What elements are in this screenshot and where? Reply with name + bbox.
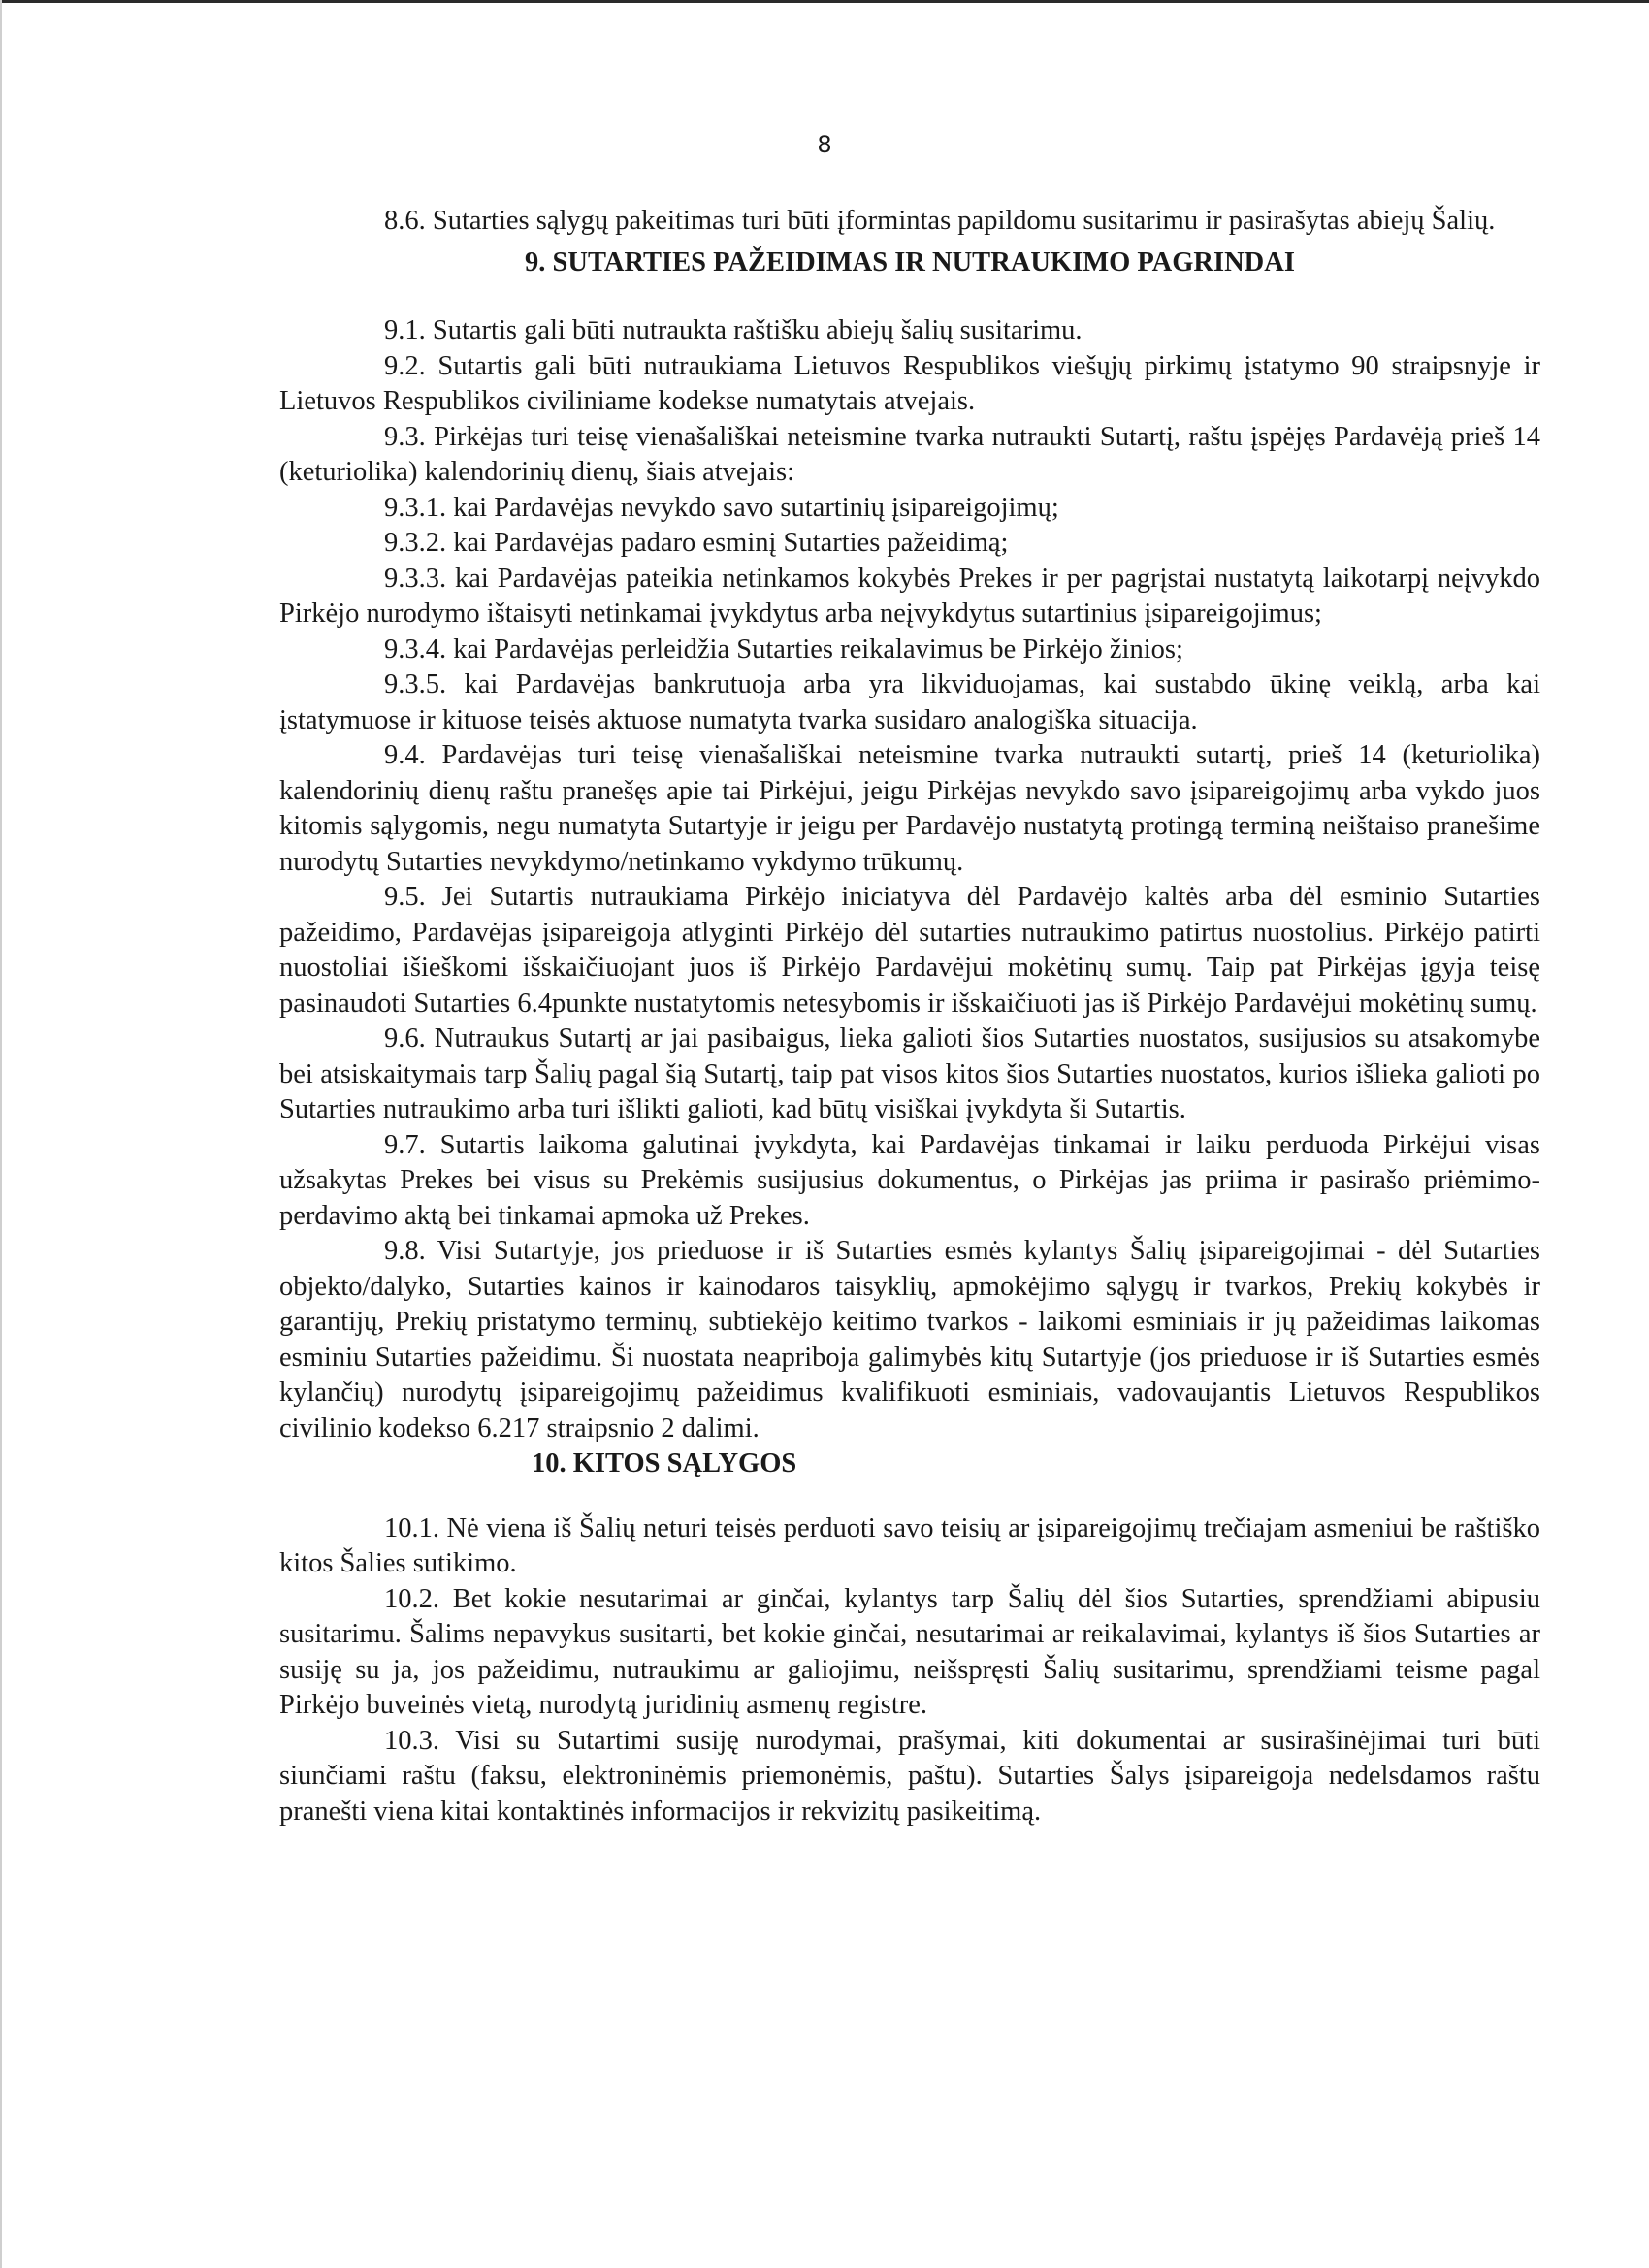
clause-9-6: 9.6. Nutraukus Sutartį ar jai pasibaigus, lieka galioti šios Sutarties nuostatos, susijusios su atsakomybe bei atsiskaitymais tarp Šalių pagal šią Sutartį, taip pat visos kitos šios Sutarties nuostatos, kurios išlieka galioti po Sutarties nutraukimo arba turi išlikti galioti, kad būtų visiškai įvykdyta ši Sutartis. bbox=[279, 1023, 1540, 1124]
page-number: 8 bbox=[817, 131, 832, 158]
document-body bbox=[279, 204, 1540, 1830]
clause-9-8: 9.8. Visi Sutartyje, jos prieduose ir iš Sutarties esmės kylantys Šalių įsipareigojimai - dėl Sutarties objekto/dalyko, Sutarties kainos ir kainodaros taisyklių, apmokėjimo sąlygų ir tvarkos, Prekių kokybės ir garantijų, Prekių pristatymo terminų, subtiekėjo keitimo tvarkos - laikomi esminiais ir jų pažeidimas laikomas esminiu Sutarties pažeidimu. Ši nuostata neapriboja galimybės kitų Sutartyje (jos prieduose ir iš Sutarties esmės kylančių) nurodytų įsipareigojimų pažeidimus kvalifikuoti esminiais, vadovaujantis Lietuvos Respublikos civilinio kodekso 6.217 straipsnio 2 dalimi. bbox=[279, 1236, 1540, 1443]
clause-9-1: 9.1. Sutartis gali būti nutraukta raštišku abiejų šalių susitarimu. bbox=[384, 315, 1083, 345]
clause-9-3-2: 9.3.2. kai Pardavėjas padaro esminį Sutarties pažeidimą; bbox=[384, 528, 1009, 558]
clause-9-7: 9.7. Sutartis laikoma galutinai įvykdyta, kai Pardavėjas tinkamai ir laiku perduoda Pirkėjui visas užsakytas Prekes bei visus su Prekėmis susijusius dokumentus, o Pirkėjas jas priima ir pasirašo priėmimo-perdavimo aktą bei tinkamai apmoka už Prekes. bbox=[279, 1129, 1540, 1231]
scan-border-left bbox=[0, 0, 2, 2268]
clause-9-3-5: 9.3.5. kai Pardavėjas bankrutuoja arba yra likviduojamas, kai sustabdo ūkinę veiklą, arba kai įstatymuose ir kituose teisės aktuose numatyta tvarka susidaro analogiška situacija. bbox=[279, 669, 1540, 735]
section-10-title: 10. KITOS SĄLYGOS bbox=[532, 1448, 797, 1478]
clause-9-3-4: 9.3.4. kai Pardavėjas perleidžia Sutarties reikalavimus be Pirkėjo žinios; bbox=[384, 633, 1183, 664]
clause-9-3: 9.3. Pirkėjas turi teisę vienašališkai neteismine tvarka nutraukti Sutartį, raštu įspėjęs Pardavėją prieš 14 (keturiolika) kalendorinių dienų, šiais atvejais: bbox=[279, 421, 1540, 487]
clause-10-3: 10.3. Visi su Sutartimi susiję nurodymai, prašymai, kiti dokumentai ar susirašinėjimai turi būti siunčiami raštu (faksu, elektroninėmis priemonėmis, paštu). Sutarties Šalys įsipareigoja nedelsdamos raštu pranešti viena kitai kontaktinės informacijos ir rekvizitų pasikeitimą. bbox=[279, 1725, 1540, 1827]
clause-10-1: 10.1. Nė viena iš Šalių neturi teisės perduoti savo teisių ar įsipareigojimų trečiajam asmeniui be raštiško kitos Šalies sutikimo. bbox=[279, 1512, 1540, 1578]
clause-9-3-3: 9.3.3. kai Pardavėjas pateikia netinkamos kokybės Prekes ir per pagrįstai nustatytą laikotarpį neįvykdo Pirkėjo nurodymo ištaisyti netinkamai įvykdytus arba neįvykdytus sutartinius įsipareigojimus; bbox=[279, 563, 1540, 629]
clause-10-2: 10.2. Bet kokie nesutarimai ar ginčai, kylantys tarp Šalių dėl šios Sutarties, sprendžiami abipusiu susitarimu. Šalims nepavykus susitarti, bet kokie ginčai, nesutarimai ar reikalavimai, kylantys iš šios Sutarties ar susiję su ja, jos pažeidimu, nutraukimu ar galiojimu, neišspręsti Šalių susitarimu, sprendžiami teisme pagal Pirkėjo buveinės vietą, nurodytą juridinių asmenų registre. bbox=[279, 1583, 1540, 1720]
clause-9-2: 9.2. Sutartis gali būti nutraukiama Lietuvos Respublikos viešųjų pirkimų įstatymo 90 straipsnyje ir Lietuvos Respublikos civiliniame kodekse numatytais atvejais. bbox=[279, 350, 1540, 416]
clause-9-3-1: 9.3.1. kai Pardavėjas nevykdo savo sutartinių įsipareigojimų; bbox=[384, 492, 1059, 523]
clause-8-6: 8.6. Sutarties sąlygų pakeitimas turi būti įformintas papildomu susitarimu ir pasirašytas abiejų Šalių. bbox=[384, 206, 1496, 236]
clause-9-5: 9.5. Jei Sutartis nutraukiama Pirkėjo iniciatyva dėl Pardavėjo kaltės arba dėl esminio Sutarties pažeidimo, Pardavėjas įsipareigoja atlyginti Pirkėjo dėl sutarties nutraukimo patirtus nuostolius. Pirkėjo patirti nuostoliai išieškomi išskaičiuojant juos iš Pirkėjo Pardavėjui mokėtinų sumų. Taip pat Pirkėjas įgyja teisę pasinaudoti Sutarties 6.4punkte nustatytomis netesybomis ir išskaičiuoti jas iš Pirkėjo Pardavėjui mokėtinų sumų. bbox=[279, 882, 1540, 1019]
scan-border-top bbox=[0, 0, 1649, 3]
clause-9-4: 9.4. Pardavėjas turi teisę vienašališkai neteismine tvarka nutraukti sutartį, prieš 14 (keturiolika) kalendorinių dienų raštu pranešęs apie tai Pirkėjui, jeigu Pirkėjas nevykdo savo įsipareigojimų arba vykdo juos kitomis sąlygomis, negu numatyta Sutartyje ir jeigu per Pardavėjo nustatytą protingą terminą neištaiso pranešime nurodytų Sutarties nevykdymo/netinkamo vykdymo trūkumų. bbox=[279, 740, 1540, 877]
section-9-title: 9. SUTARTIES PAŽEIDIMAS IR NUTRAUKIMO PAGRINDAI bbox=[525, 246, 1295, 277]
